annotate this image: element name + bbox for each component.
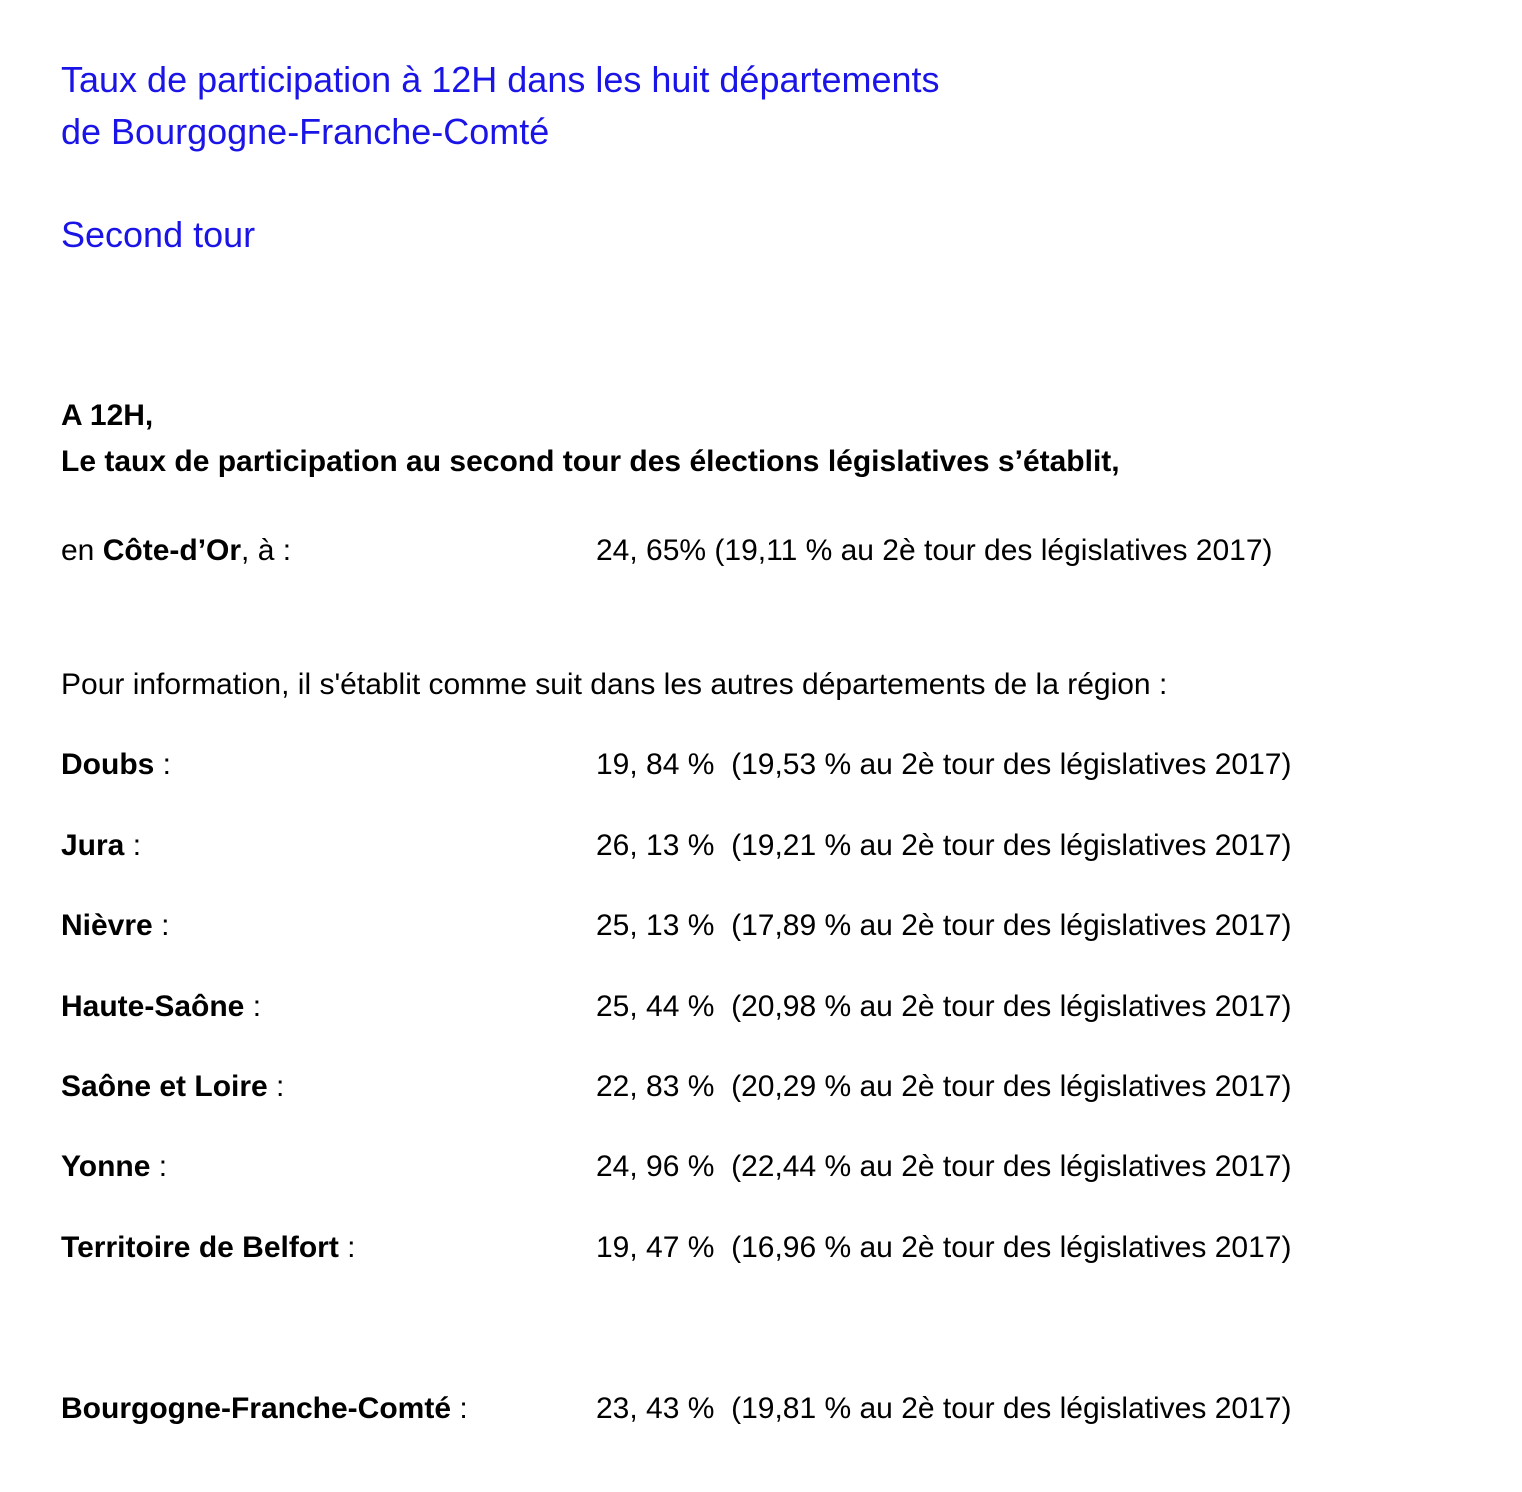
- row-department: [61, 1065, 1501, 1109]
- row-label: [61, 909, 169, 942]
- department-name: Côte-d’Or: [102, 534, 242, 567]
- row-department: [61, 824, 1501, 868]
- department-name: Nièvre: [61, 909, 153, 942]
- row-department: [61, 743, 1501, 787]
- row-label: [61, 748, 171, 781]
- department-name: Territoire de Belfort: [61, 1231, 339, 1264]
- label-suffix: :: [150, 1150, 168, 1183]
- participation-value: 24, 96 % (22,44 % au 2è tour des législatives 2017): [596, 1150, 1292, 1183]
- intro-line-2: Le taux de participation au second tour des élections législatives s’établit,: [61, 445, 1120, 478]
- department-name: Yonne: [61, 1150, 151, 1183]
- label-suffix: :: [154, 748, 171, 781]
- region-name: Bourgogne-Franche-Comté: [61, 1392, 451, 1425]
- row-label: [61, 1070, 284, 1103]
- label-suffix: :: [267, 1070, 285, 1103]
- row-label: [61, 1231, 356, 1264]
- row-label: [61, 534, 291, 567]
- participation-value: 25, 13 % (17,89 % au 2è tour des législatives 2017): [596, 909, 1292, 942]
- department-name: Haute-Saône: [61, 990, 245, 1023]
- title-line-2: de Bourgogne-Franche-Comté: [61, 111, 550, 152]
- participation-value: 25, 44 % (20,98 % au 2è tour des législatives 2017): [596, 990, 1292, 1023]
- participation-value: 26, 13 % (19,21 % au 2è tour des législatives 2017): [596, 829, 1292, 862]
- label-suffix: :: [338, 1231, 356, 1264]
- title-line-1: Taux de participation à 12H dans les huit départements: [61, 59, 940, 100]
- participation-value: 19, 84 % (19,53 % au 2è tour des législatives 2017): [596, 748, 1292, 781]
- department-name: Doubs: [61, 748, 155, 781]
- document-subtitle: Second tour: [61, 214, 256, 255]
- department-name: Saône et Loire: [61, 1070, 268, 1103]
- participation-value: 23, 43 % (19,81 % au 2è tour des législatives 2017): [596, 1392, 1292, 1425]
- row-label: [61, 1392, 468, 1425]
- intro-block: [61, 393, 1120, 485]
- row-department: [61, 985, 1501, 1029]
- row-region-total: [61, 1387, 1501, 1431]
- department-name: Jura: [61, 829, 125, 862]
- row-cote-dor: [61, 529, 1501, 573]
- row-department: [61, 904, 1501, 948]
- label-prefix: en: [61, 534, 103, 567]
- participation-value: 24, 65% (19,11 % au 2è tour des législatives 2017): [596, 534, 1273, 567]
- info-text: Pour information, il s'établit comme suit dans les autres départements de la région :: [61, 668, 1168, 701]
- participation-value: 22, 83 % (20,29 % au 2è tour des législatives 2017): [596, 1070, 1292, 1103]
- row-label: [61, 1150, 167, 1183]
- label-suffix: :: [124, 829, 142, 862]
- label-suffix: :: [244, 990, 262, 1023]
- row-department: [61, 1145, 1501, 1189]
- label-suffix: :: [152, 909, 170, 942]
- row-label: [61, 829, 141, 862]
- label-suffix: , à :: [241, 534, 292, 567]
- intro-line-1: A 12H,: [61, 399, 154, 432]
- row-department: [61, 1226, 1501, 1270]
- document-title: [61, 54, 940, 158]
- row-label: [61, 990, 261, 1023]
- participation-value: 19, 47 % (16,96 % au 2è tour des législatives 2017): [596, 1231, 1292, 1264]
- label-suffix: :: [451, 1392, 468, 1425]
